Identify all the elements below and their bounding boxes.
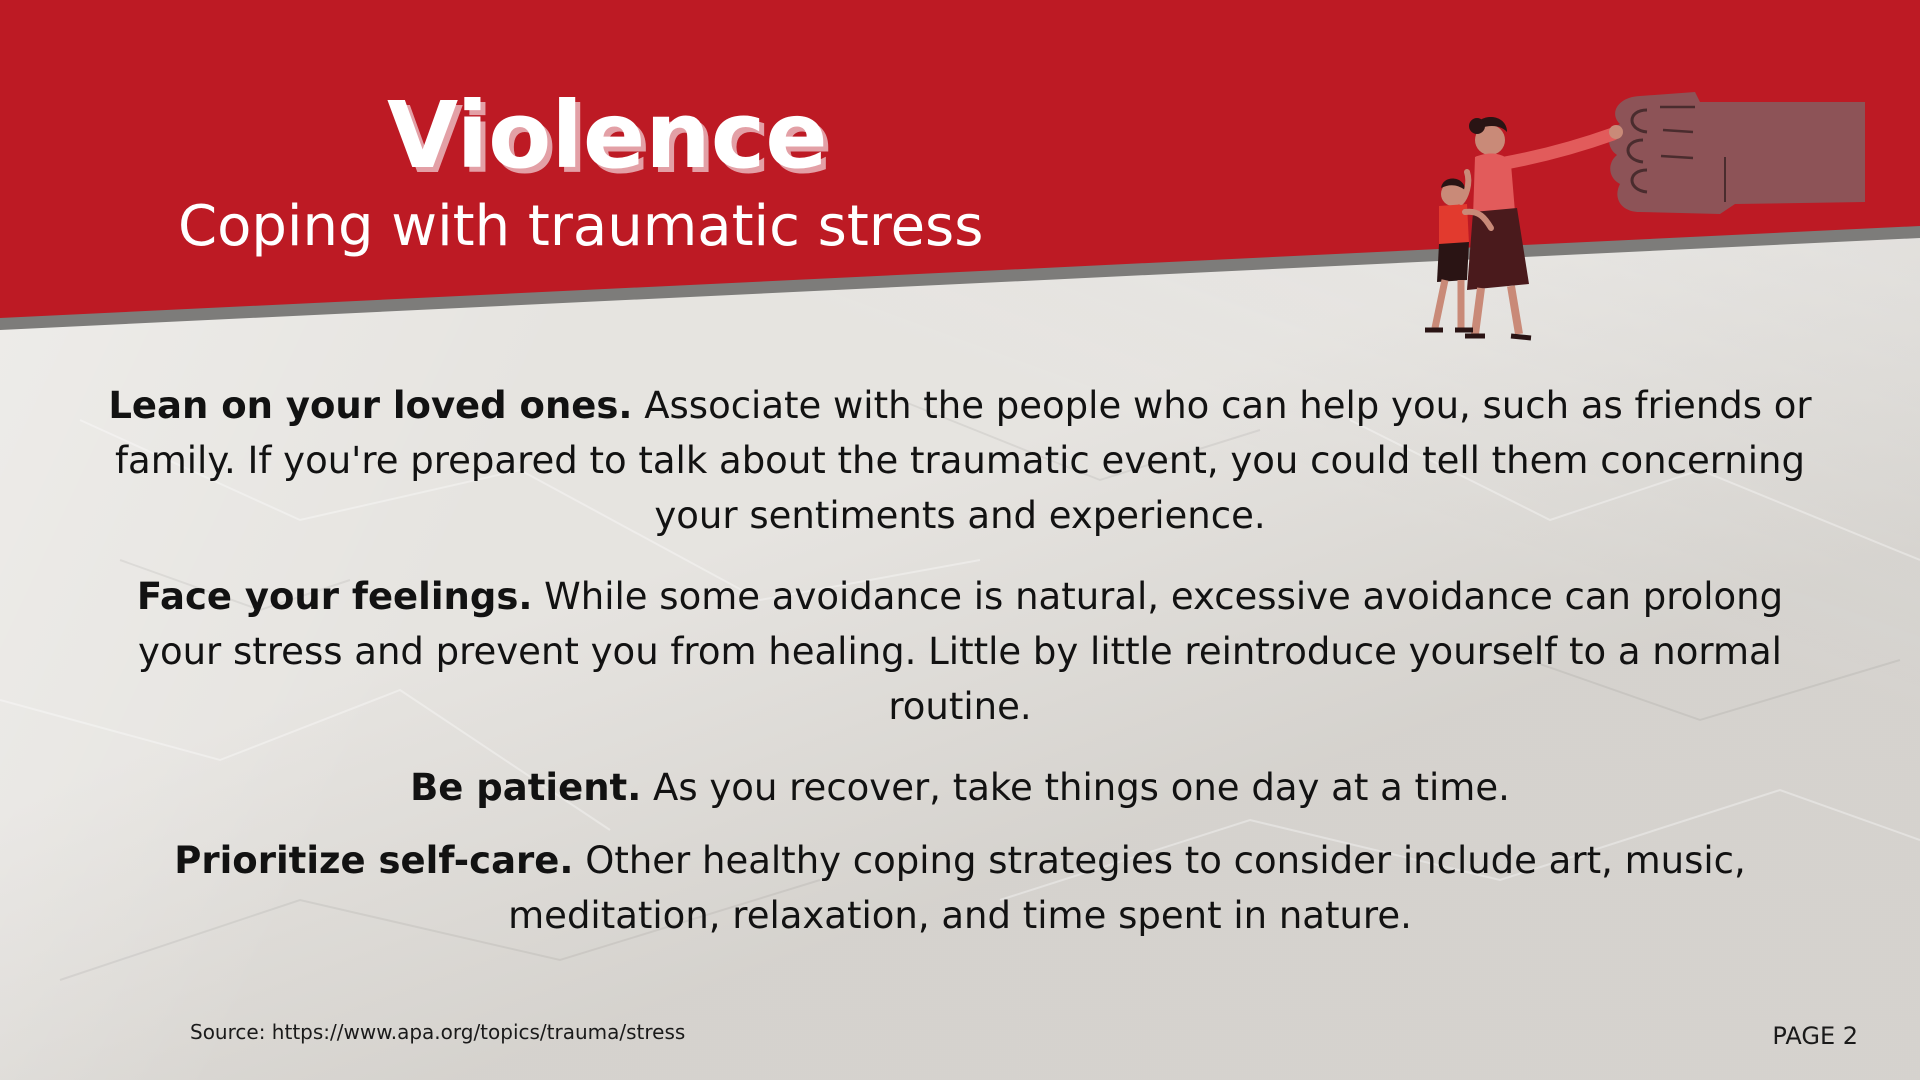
tip-text: Other healthy coping strategies to consider include art, music, meditation, relaxation, and time spent in nature. (508, 839, 1746, 937)
source-citation (190, 1020, 685, 1044)
page-subtitle: Coping with traumatic stress (178, 194, 984, 259)
tip-text: While some avoidance is natural, excessive avoidance can prolong your stress and prevent you from healing. Little by little reintroduce yourself to a normal routine. (138, 575, 1784, 728)
fist-icon (1609, 92, 1865, 214)
tip-heading: Prioritize self-care. (174, 839, 574, 882)
page-title: Violence (387, 82, 828, 189)
tip-be-patient (100, 760, 1820, 815)
tip-text: Associate with the people who can help you, such as friends or family. If you're prepared to talk about the traumatic event, you could tell them concerning your sentiments and experience. (115, 384, 1812, 537)
tip-lean-on-loved-ones (100, 378, 1820, 543)
source-label: Source: (190, 1020, 266, 1044)
tip-face-feelings (100, 569, 1820, 734)
tip-heading: Lean on your loved ones. (108, 384, 633, 427)
source-url: https://www.apa.org/topics/trauma/stress (265, 1020, 686, 1044)
mother-child-illustration (1425, 117, 1623, 338)
violence-illustration (1395, 52, 1875, 352)
tip-text: As you recover, take things one day at a time. (641, 766, 1510, 809)
tip-heading: Be patient. (410, 766, 642, 809)
tip-heading: Face your feelings. (136, 575, 533, 618)
tips-content (100, 378, 1820, 969)
page-number: PAGE 2 (1772, 1022, 1858, 1050)
tip-prioritize-self-care (100, 833, 1820, 943)
